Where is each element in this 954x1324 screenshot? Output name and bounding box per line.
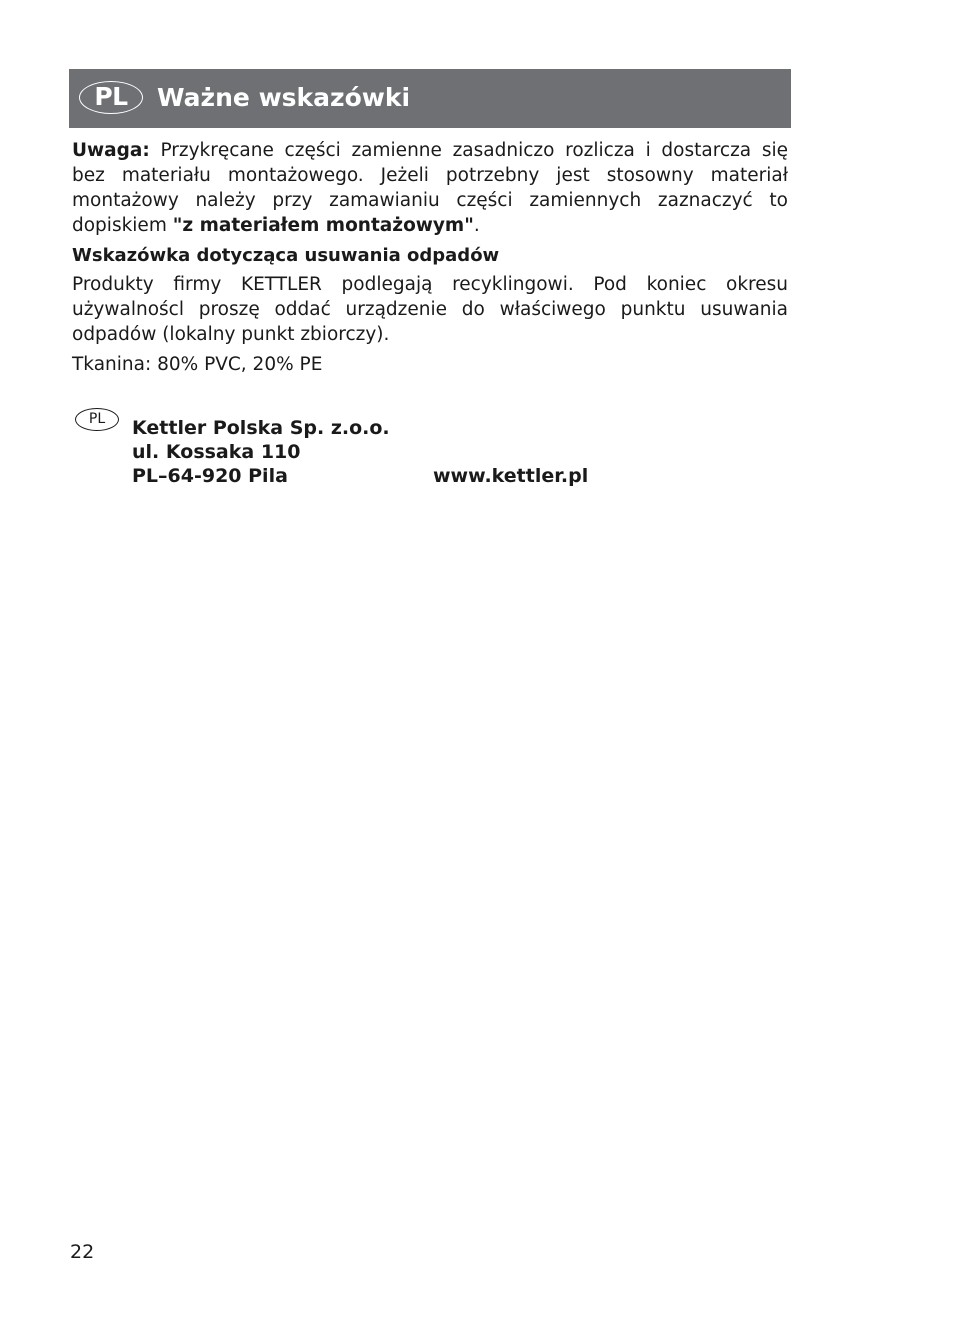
notice-text: Przykręcane części zamienne zasadniczo rozlicza i dostarcza się bez materiału montażowego. Jeżeli potrzebny jest stosowny materiał montażowy należy przy zamawianiu części zamiennych zaznaczyć to dopiskiem bbox=[72, 140, 788, 236]
notice-end: . bbox=[473, 215, 480, 236]
disposal-heading: Wskazówka dotycząca usuwania odpadów bbox=[72, 245, 500, 266]
street-address: ul. Kossaka 110 bbox=[132, 441, 301, 463]
contact-language-badge: PL bbox=[75, 408, 119, 431]
section-header bbox=[69, 69, 791, 128]
contact-block bbox=[72, 406, 672, 496]
page-title: Ważne wskazówki bbox=[157, 83, 411, 112]
main-content bbox=[72, 138, 788, 377]
page-number: 22 bbox=[70, 1241, 95, 1263]
company-name: Kettler Polska Sp. z.o.o. bbox=[132, 417, 390, 439]
notice-emphasis: "z materiałem montażowym" bbox=[172, 215, 474, 236]
website-link[interactable]: www.kettler.pl bbox=[433, 465, 589, 487]
notice-label: Uwaga: bbox=[72, 140, 150, 161]
notice-paragraph bbox=[72, 138, 788, 238]
city-postal: PL–64-920 Pila bbox=[132, 465, 288, 487]
disposal-paragraph: Produkty firmy KETTLER podlegają recyklingowi. Pod koniec okresu używalnoścl proszę oddać urządzenie do właściwego punktu usuwania odpadów (lokalny punkt zbiorczy). bbox=[72, 274, 788, 345]
fabric-composition: Tkanina: 80% PVC, 20% PE bbox=[72, 354, 323, 375]
language-badge: PL bbox=[79, 81, 143, 114]
